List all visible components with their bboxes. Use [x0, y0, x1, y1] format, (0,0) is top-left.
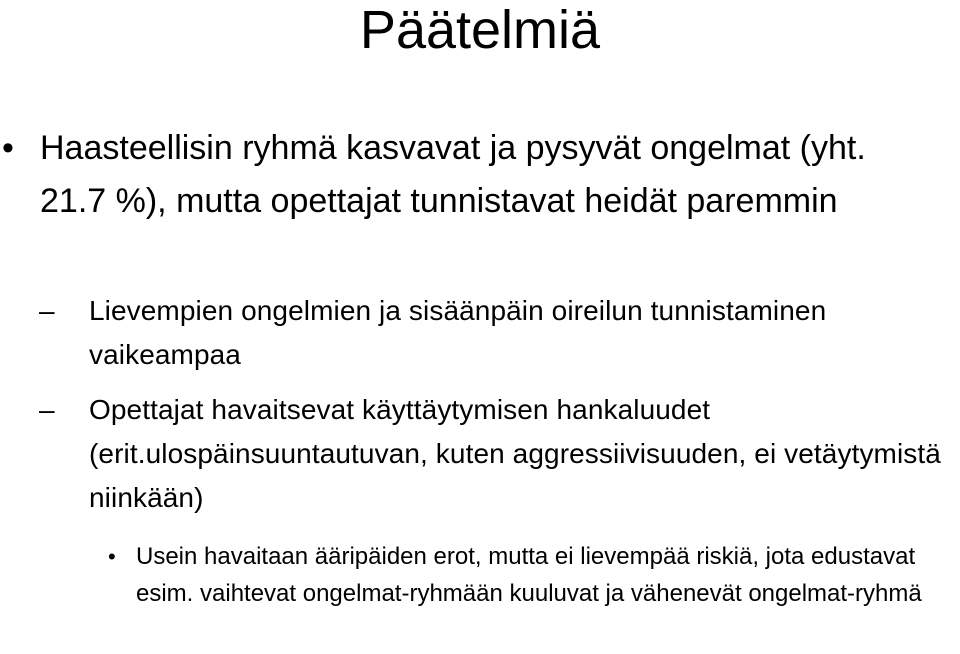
bullet-marker: •	[2, 129, 14, 167]
slide-title: Päätelmiä	[359, 0, 601, 60]
bullet-level2-1	[39, 289, 949, 377]
bullet-text: Haasteellisin ryhmä kasvavat ja pysyvät ongelmat (yht. 21.7 %), mutta opettajat tunnistavat heidät paremmin	[40, 129, 866, 220]
bullet-marker: •	[108, 544, 116, 569]
bullet-text: Opettajat havaitsevat käyttäytymisen hankaluudet (erit.ulospäinsuuntautuvan, kuten aggressiivisuuden, ei vetäytymistä niinkään)	[89, 394, 941, 513]
bullet-level2-2	[39, 388, 949, 520]
bullet-level1	[2, 122, 940, 228]
dash-marker: –	[39, 394, 55, 425]
bullet-level3-1	[108, 538, 936, 612]
dash-marker: –	[39, 295, 55, 326]
bullet-text: Usein havaitaan ääripäiden erot, mutta ei lievempää riskiä, jota edustavat esim. vaihtevat ongelmat-ryhmään kuuluvat ja vähenevät ongelmat-ryhmä	[136, 543, 922, 607]
bullet-text: Lievempien ongelmien ja sisäänpäin oireilun tunnistaminen vaikeampaa	[89, 295, 827, 370]
